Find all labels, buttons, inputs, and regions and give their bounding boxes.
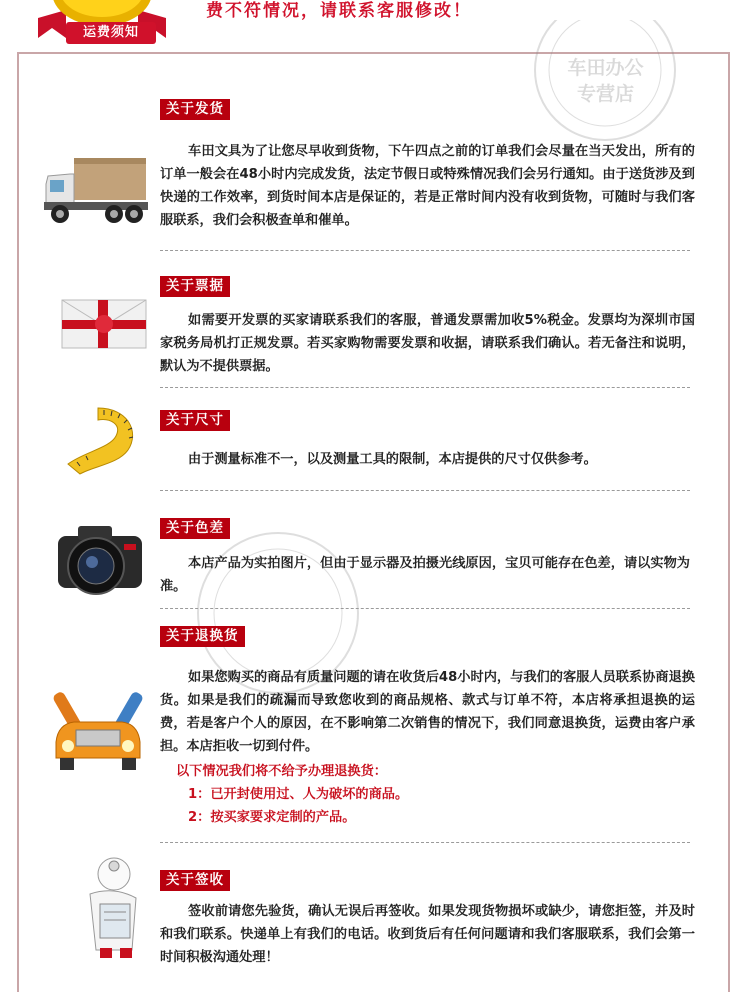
returns-notice-item: 1：已开封使用过、人为破坏的商品。 bbox=[188, 787, 409, 802]
car-repair-tools-icon bbox=[50, 684, 146, 778]
returns-text: 如果您购买的商品有质量问题的请在收货后48小时内，与我们的客服人员联系协商退换货。如果是我们的疏漏而导致您收到的商品规格、款式与订单不符，本店将承担退换的运费，若是客户个人的原因，在不影响第二次销售的情况下，我们同意退换货，运费由客户承担。本店拒收一切到付件。 bbox=[160, 670, 695, 754]
shipping-text: 车田文具为了让您尽早收到货物，下午四点之前的订单我们会尽量在当天发出，所有的订单一般会在48小时内完成发货，法定节假日或特殊情况我们会另行通知。由于送货涉及到快递的工作效率，到货时间本店是保证的，若是正常时间内没有收到货物，可随时与我们客服联系，我们会积极查单和催单。 bbox=[160, 144, 695, 228]
shop-watermark-top bbox=[520, 20, 690, 145]
tag-color: 关于色差 bbox=[160, 518, 230, 539]
color-text: 本店产品为实拍图片，但由于显示器及拍摄光线原因，宝贝可能存在色差，请以实物为准。 bbox=[160, 556, 690, 594]
divider bbox=[160, 608, 690, 609]
tag-size: 关于尺寸 bbox=[160, 410, 230, 431]
returns-notice-title: 以下情况我们将不给予办理退换货： bbox=[176, 764, 387, 779]
watermark-line1: 车田办公 bbox=[567, 57, 644, 79]
top-notice-text: 费不符情况，请联系客服修改！ bbox=[206, 1, 472, 21]
tag-returns: 关于退换货 bbox=[160, 626, 245, 647]
returns-notice-item: 2：按买家要求定制的产品。 bbox=[188, 810, 356, 825]
watermark-line2: 专营店 bbox=[576, 83, 634, 105]
tag-signing: 关于签收 bbox=[160, 870, 230, 891]
divider bbox=[160, 250, 690, 251]
divider bbox=[160, 842, 690, 843]
shipping-notice-label: 运费须知 bbox=[66, 22, 156, 44]
signing-text: 签收前请您先验货，确认无误后再签收。如果发现货物损坏或缺少，请您拒签，并及时和我们联系。快递单上有我们的电话。收到货后有任何问题请和我们客服联系，我们会第一时间积极沟通处理！ bbox=[160, 904, 695, 965]
measuring-tape-icon bbox=[58, 402, 142, 480]
divider bbox=[160, 387, 690, 388]
camera-icon bbox=[54, 520, 146, 600]
delivery-truck-icon bbox=[44, 152, 148, 226]
envelope-ribbon-icon bbox=[60, 296, 148, 352]
divider bbox=[160, 490, 690, 491]
tag-shipping: 关于发货 bbox=[160, 99, 230, 120]
tag-invoice: 关于票据 bbox=[160, 276, 230, 297]
invoice-text: 如需要开发票的买家请联系我们的客服，普通发票需加收5%税金。发票均为深圳市国家税务局机打正规发票。若买家购物需要发票和收据，请联系我们确认。若无备注和说明，默认为不提供票据。 bbox=[160, 313, 695, 374]
size-text: 由于测量标准不一，以及测量工具的限制，本店提供的尺寸仅供参考。 bbox=[188, 452, 597, 467]
inspector-figure-icon bbox=[40, 852, 152, 960]
